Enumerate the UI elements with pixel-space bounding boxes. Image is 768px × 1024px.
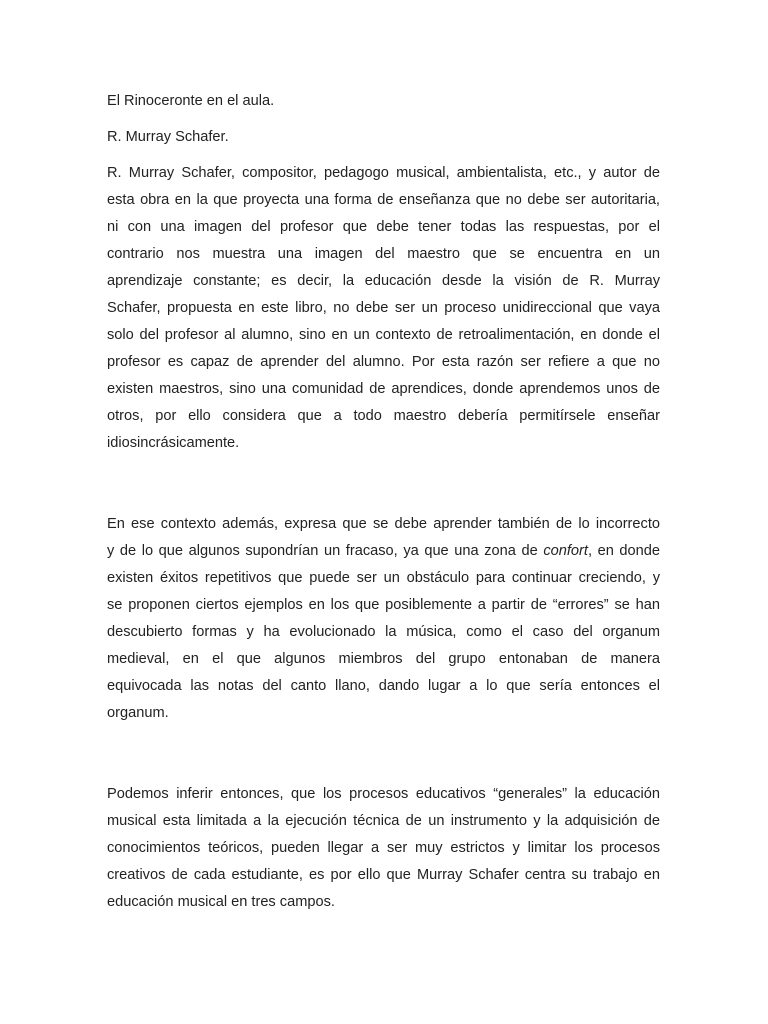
paragraph-line: esta obra en la que proyecta una forma de enseñanza que no debe ser autoritaria,	[107, 192, 660, 208]
paragraph-line: conocimientos teóricos, pueden llegar a ser muy estrictos y limitar los procesos	[107, 840, 660, 856]
paragraph-line: Schafer, propuesta en este libro, no debe ser un proceso unidireccional que vaya	[107, 300, 660, 316]
line-text: y de lo que algunos supondrían un fracaso, ya que una zona de	[107, 543, 544, 559]
paragraph-line: existen maestros, sino una comunidad de aprendices, donde aprendemos unos de	[107, 381, 660, 397]
paragraph-line: medieval, en el que algunos miembros del grupo entonaban de manera	[107, 651, 660, 667]
paragraph-line: ni con una imagen del profesor que debe tener todas las respuestas, por el	[107, 219, 660, 235]
paragraph-line: otros, por ello considera que a todo maestro debería permitírsele enseñar	[107, 408, 660, 424]
paragraph-line: En ese contexto además, expresa que se debe aprender también de lo incorrecto	[107, 516, 660, 532]
paragraph-line: profesor es capaz de aprender del alumno. Por esta razón ser refiere a que no	[107, 354, 660, 370]
line-text: , en donde	[587, 543, 661, 559]
paragraph-line: contrario nos muestra una imagen del maestro que se encuentra en un	[107, 246, 660, 262]
paragraph-line: se proponen ciertos ejemplos en los que posiblemente a partir de “errores” se han	[107, 597, 660, 613]
paragraph-line: solo del profesor al alumno, sino en un contexto de retroalimentación, en donde el	[107, 327, 660, 343]
paragraph-line: musical esta limitada a la ejecución técnica de un instrumento y la adquisición de	[107, 813, 660, 829]
paragraph-1	[107, 160, 660, 457]
paragraph-spacer	[107, 727, 660, 781]
paragraph-line: descubierto formas y ha evolucionado la música, como el caso del organum	[107, 624, 660, 640]
document-title: El Rinoceronte en el aula.	[107, 93, 275, 109]
italic-word: confort	[543, 543, 588, 559]
paragraph-line: educación musical en tres campos.	[107, 894, 335, 910]
paragraph-3	[107, 781, 660, 916]
paragraph-line: equivocada las notas del canto llano, dando lugar a lo que sería entonces el	[107, 678, 660, 694]
paragraph-line: R. Murray Schafer, compositor, pedagogo musical, ambientalista, etc., y autor de	[107, 165, 660, 181]
paragraph-line: creativos de cada estudiante, es por ello que Murray Schafer centra su trabajo en	[107, 867, 660, 883]
paragraph-2	[107, 511, 660, 727]
paragraph-line: Podemos inferir entonces, que los procesos educativos “generales” la educación	[107, 786, 660, 802]
document-author: R. Murray Schafer.	[107, 129, 229, 145]
paragraph-line: idiosincrásicamente.	[107, 435, 240, 451]
document-page	[107, 88, 660, 916]
paragraph-line: aprendizaje constante; es decir, la educación desde la visión de R. Murray	[107, 273, 660, 289]
paragraph-line: organum.	[107, 705, 169, 721]
paragraph-spacer	[107, 457, 660, 511]
paragraph-line: existen éxitos repetitivos que puede ser un obstáculo para continuar creciendo, y	[107, 570, 660, 586]
paragraph-line-with-italic	[107, 538, 660, 565]
